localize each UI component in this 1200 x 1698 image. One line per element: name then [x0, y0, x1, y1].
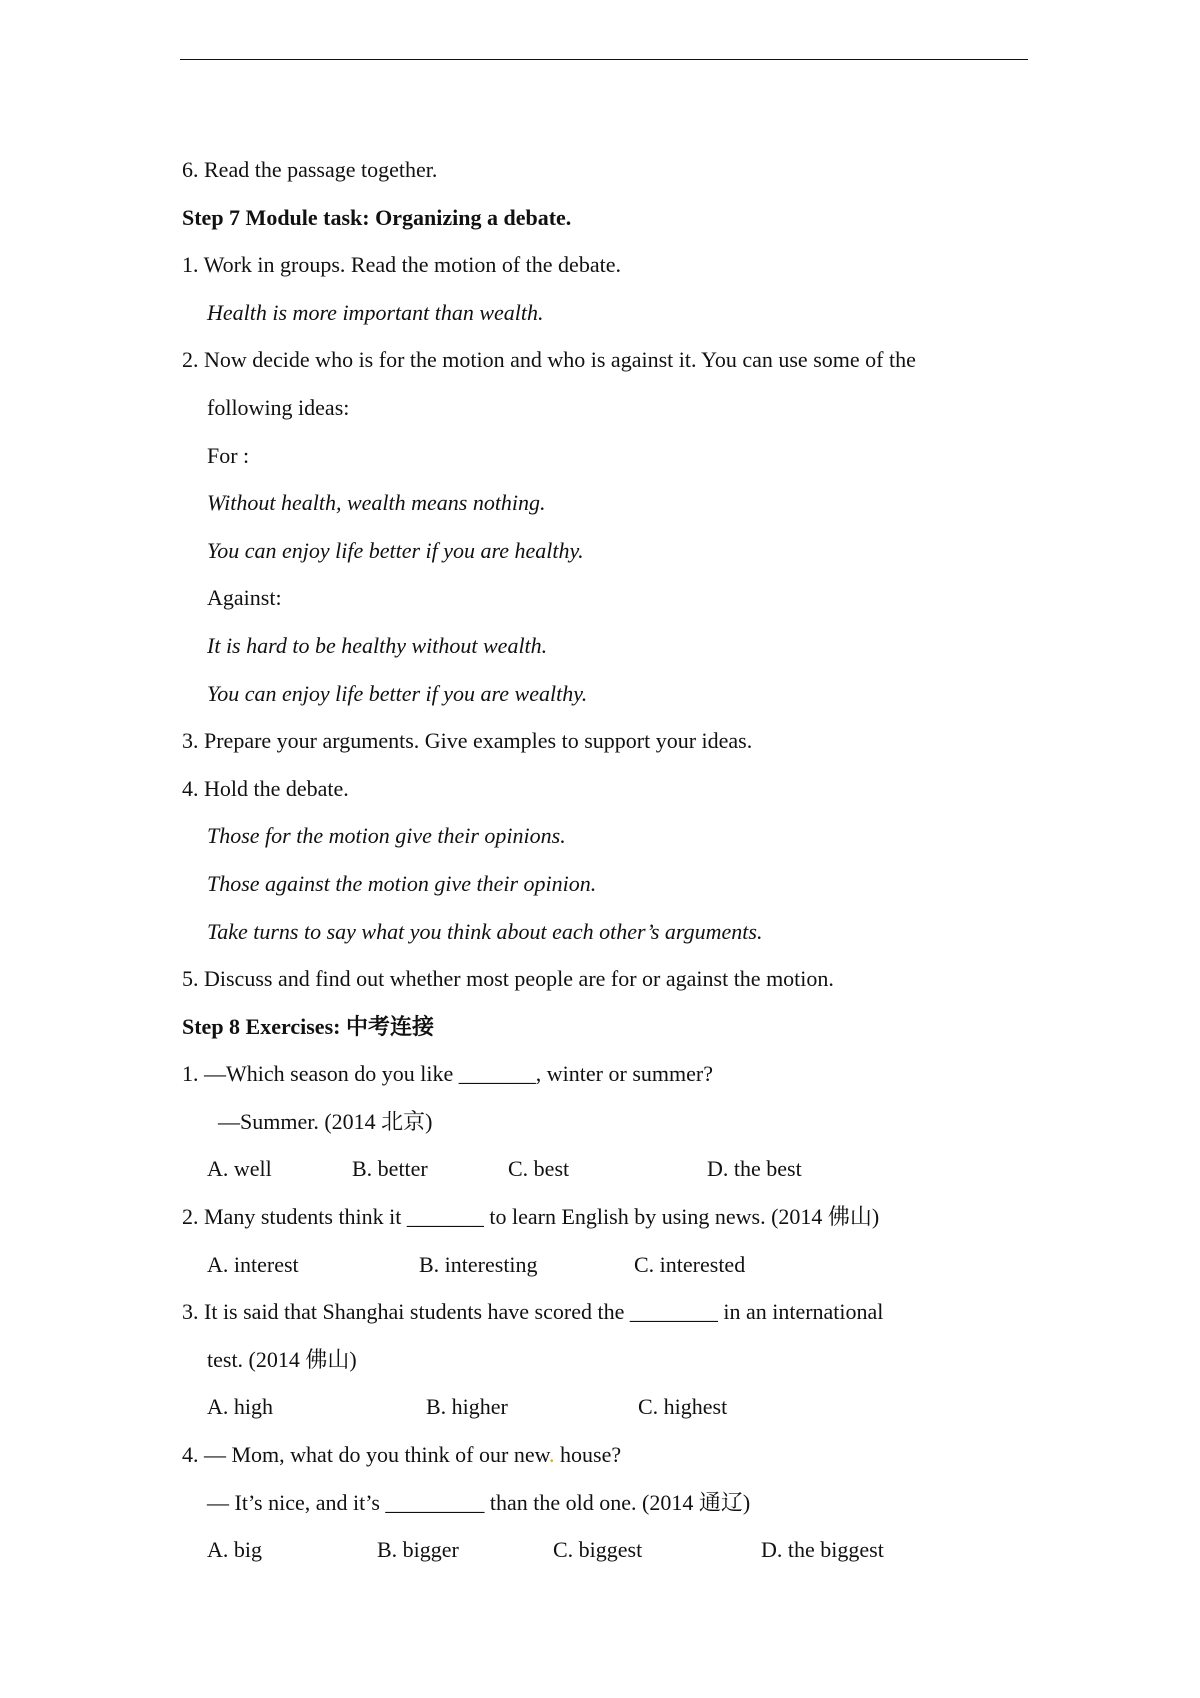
option-c: C. highest — [638, 1394, 728, 1420]
step7-heading: Step 7 Module task: Organizing a debate. — [182, 204, 572, 230]
header-rule — [180, 59, 1028, 60]
debate-step: Those against the motion give their opinion. — [207, 870, 597, 896]
for-label: For : — [207, 442, 250, 468]
question-2: 2. Many students think it _______ to learn English by using news. (2014 佛山) — [182, 1204, 880, 1230]
question-4-text-end: house? — [560, 1442, 622, 1468]
text-line: following ideas: — [207, 394, 350, 420]
document-body — [182, 146, 1032, 1574]
question-4 — [182, 1431, 1032, 1479]
for-idea: You can enjoy life better if you are healthy. — [207, 537, 584, 563]
question-3: 3. It is said that Shanghai students have scored the ________ in an international — [182, 1299, 884, 1325]
option-d: D. the best — [707, 1156, 802, 1182]
option-b: B. better — [352, 1156, 428, 1182]
option-a: A. well — [207, 1156, 272, 1182]
option-b: B. higher — [426, 1394, 508, 1420]
text-line: 3. Prepare your arguments. Give examples to support your ideas. — [182, 728, 753, 754]
option-d: D. the biggest — [761, 1537, 884, 1563]
against-idea: You can enjoy life better if you are wealthy. — [207, 680, 588, 706]
question-3-cont: test. (2014 佛山) — [207, 1346, 357, 1372]
question-1: 1. —Which season do you like _______, winter or summer? — [182, 1061, 713, 1087]
for-idea: Without health, wealth means nothing. — [207, 490, 546, 516]
step8-heading: Step 8 Exercises: 中考连接 — [182, 1013, 434, 1039]
option-c: C. interested — [634, 1251, 746, 1277]
motion-text: Health is more important than wealth. — [207, 299, 544, 325]
question-4-options — [182, 1526, 1032, 1574]
option-c: C. biggest — [553, 1537, 643, 1563]
question-4-answer: — It’s nice, and it’s _________ than the old one. (2014 通辽) — [207, 1489, 751, 1515]
text-line: 5. Discuss and find out whether most people are for or against the motion. — [182, 966, 834, 992]
question-1-answer: —Summer. (2014 北京) — [218, 1108, 433, 1134]
option-c: C. best — [508, 1156, 570, 1182]
text-line: 6. Read the passage together. — [182, 157, 438, 182]
text-line: 4. Hold the debate. — [182, 775, 349, 801]
question-4-text: 4. — Mom, what do you think of our new — [182, 1442, 550, 1468]
option-a: A. interest — [207, 1251, 299, 1277]
question-2-options — [182, 1241, 1032, 1289]
option-b: B. bigger — [377, 1537, 459, 1563]
debate-step: Those for the motion give their opinions. — [207, 823, 566, 849]
text-line: 2. Now decide who is for the motion and who is against it. You can use some of the — [182, 347, 916, 373]
against-label: Against: — [207, 585, 282, 611]
question-1-options — [182, 1145, 1032, 1193]
debate-step: Take turns to say what you think about each other’s arguments. — [207, 918, 763, 944]
question-3-options — [182, 1383, 1032, 1431]
text-line: 1. Work in groups. Read the motion of the debate. — [182, 252, 621, 278]
option-a: A. high — [207, 1394, 273, 1420]
option-a: A. big — [207, 1537, 262, 1563]
option-b: B. interesting — [419, 1251, 538, 1277]
highlight-mark: . — [549, 1442, 555, 1468]
against-idea: It is hard to be healthy without wealth. — [207, 632, 548, 658]
